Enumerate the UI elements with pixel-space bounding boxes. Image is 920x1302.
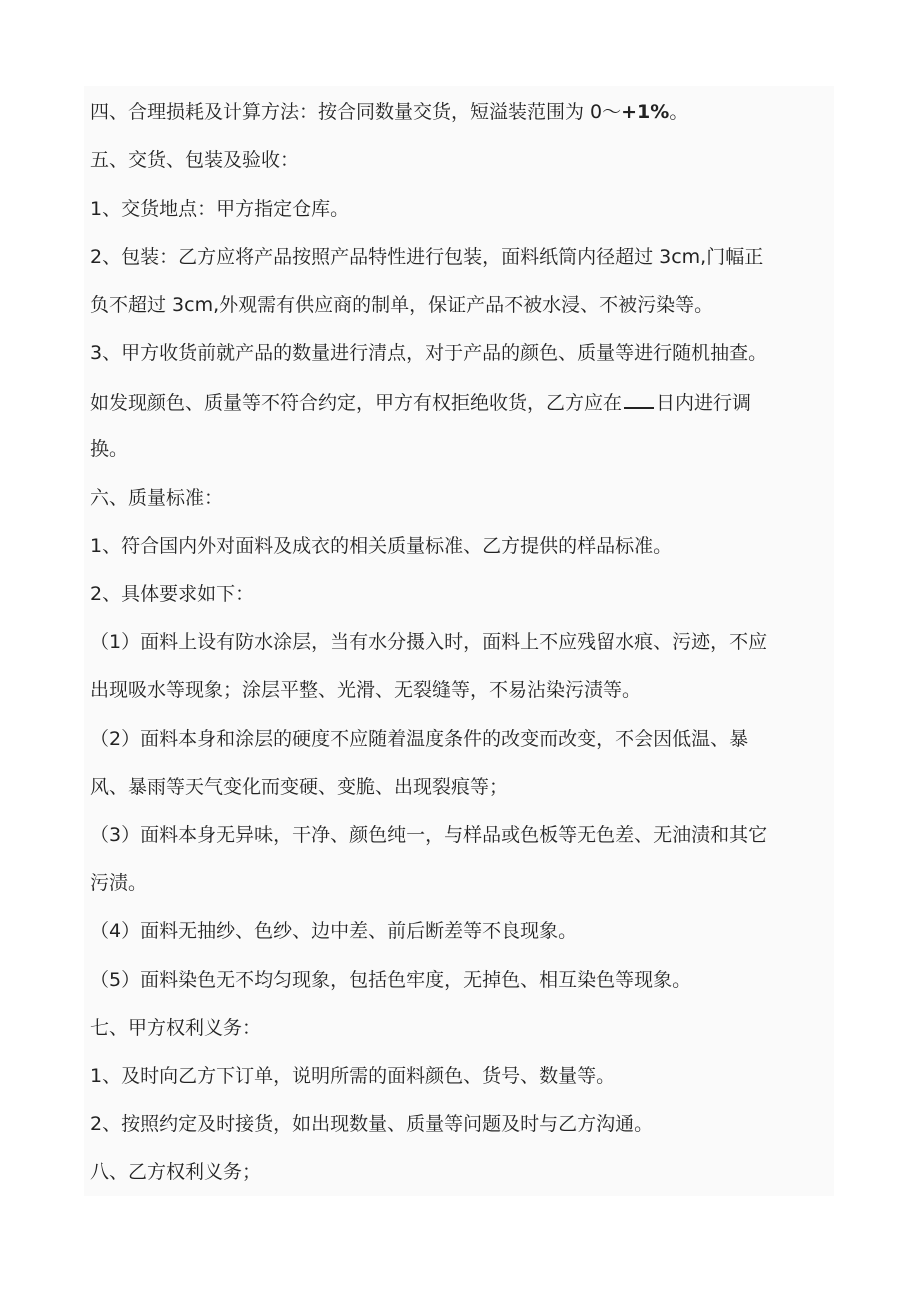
clause-7-item-1: 1、及时向乙方下订单，说明所需的面料颜色、货号、数量等。 [90,1065,616,1087]
clause-8-heading: 八、乙方权利义务； [90,1161,262,1183]
requirement-4: （4）面料无抽纱、色纱、边中差、前后断差等不良现象。 [90,920,578,942]
clause-7-heading: 七、甲方权利义务： [90,1017,262,1039]
requirement-1-line-1: （1）面料上设有防水涂层，当有水分摄入时，面料上不应残留水痕、污迹，不应 [90,631,768,653]
clause-5-item-2-line-1: 2、包装：乙方应将产品按照产品特性进行包装，面料纸筒内径超过 3cm,门幅正 [90,246,764,268]
clause-5-item-1: 1、交货地点：甲方指定仓库。 [90,198,350,220]
requirement-2-line-2: 风、暴雨等天气变化而变硬、变脆、出现裂痕等； [90,776,509,798]
requirement-5: （5）面料染色无不均匀现象，包括色牢度，无掉色、相互染色等现象。 [90,969,692,991]
blank-days-field [624,389,654,409]
line-text: 四、合理损耗及计算方法：按合同数量交货，短溢装范围为 0～ [90,101,622,123]
clause-4-loss-tolerance [90,100,688,124]
clause-6-heading: 六、质量标准： [90,487,224,509]
requirement-3-line-1: （3）面料本身无异味，干净、颜色纯一，与样品或色板等无色差、无油渍和其它 [90,824,768,846]
line-text: 。 [669,101,689,123]
clause-5-item-3-line-1: 3、甲方收货前就产品的数量进行清点，对于产品的颜色、质量等进行随机抽查。 [90,342,768,364]
clause-5-item-3-line-3: 换。 [90,438,129,460]
clause-5-heading: 五、交货、包装及验收： [90,149,300,171]
line-text: 日内进行调 [656,392,752,414]
line-text: 如发现颜色、质量等不符合约定，甲方有权拒绝收货，乙方应在 [90,392,623,414]
tolerance-value: +1% [621,101,670,123]
requirement-3-line-2: 污渍。 [90,872,148,894]
requirement-2-line-1: （2）面料本身和涂层的硬度不应随着温度条件的改变而改变，不会因低温、暴 [90,728,749,750]
clause-5-item-2-line-2: 负不超过 3cm,外观需有供应商的制单，保证产品不被水浸、不被污染等。 [90,294,714,316]
clause-6-item-1: 1、符合国内外对面料及成衣的相关质量标准、乙方提供的样品标准。 [90,535,673,557]
clause-7-item-2: 2、按照约定及时接货，如出现数量、质量等问题及时与乙方沟通。 [90,1113,654,1135]
requirement-1-line-2: 出现吸水等现象；涂层平整、光滑、无裂缝等，不易沾染污渍等。 [90,679,642,701]
clause-5-item-3-line-2 [90,389,751,415]
clause-6-item-2: 2、具体要求如下： [90,583,255,605]
